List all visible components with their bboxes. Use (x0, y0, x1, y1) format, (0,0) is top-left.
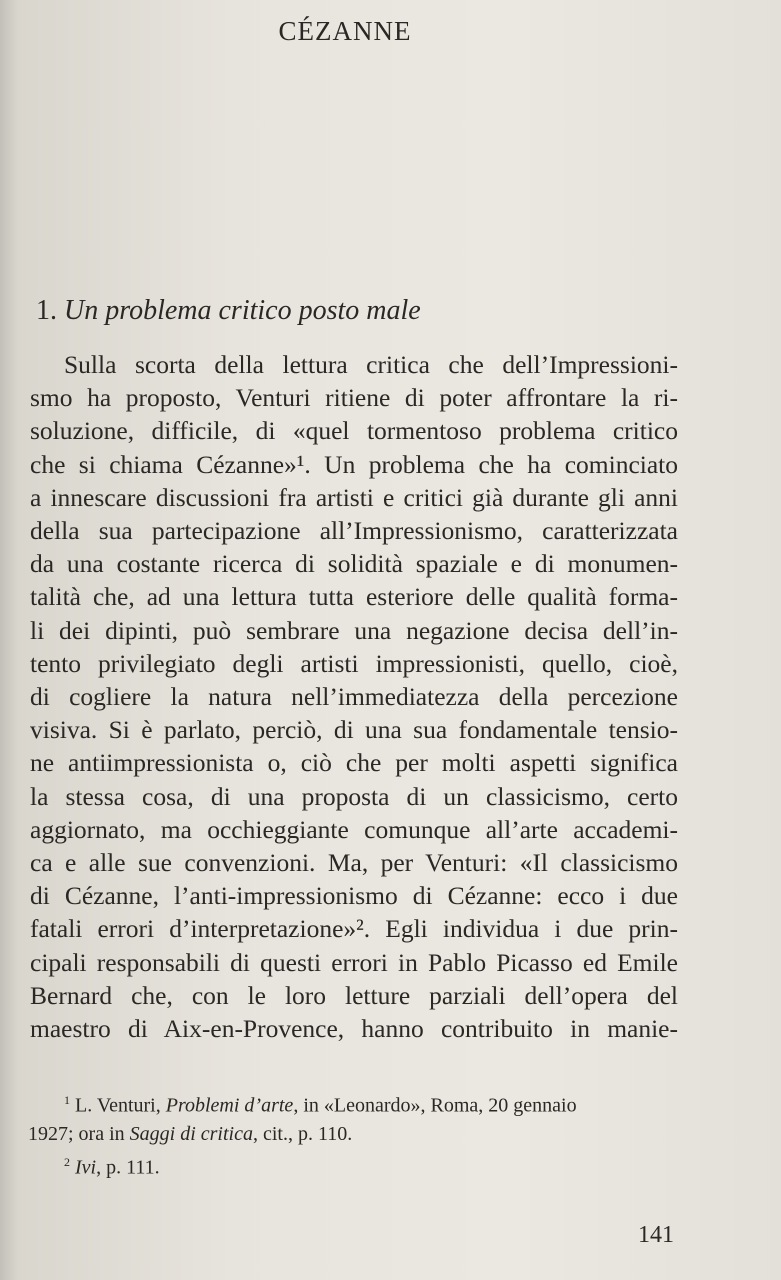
page-number: 141 (638, 1222, 674, 1248)
footnotes (28, 1086, 688, 1181)
footnote-1-line-2 (28, 1120, 688, 1148)
body-line: da una costante ricerca di solidità spaziale e di monumen- (30, 549, 678, 579)
footnote-marker: 2 (64, 1154, 70, 1169)
body-line: maestro di Aix-en-Provence, hanno contribuito in manie- (30, 1014, 678, 1044)
body-line: tento privilegiato degli artisti impressionisti, quello, cioè, (30, 648, 678, 678)
section-title-text: Un problema critico posto male (64, 295, 421, 326)
body-line: ne antiimpressionista o, ciò che per molti aspetti significa (30, 748, 678, 778)
body-line: cipali responsabili di questi errori in Pablo Picasso ed Emile (30, 947, 678, 977)
body-line: smo ha proposto, Venturi ritiene di poter affrontare la ri- (30, 383, 678, 413)
footnote-text: , p. 111. (96, 1156, 160, 1179)
section-number: 1. (36, 295, 57, 326)
body-line: ca e alle sue convenzioni. Ma, per Venturi: «Il classicismo (30, 848, 678, 878)
footnote-marker: 1 (64, 1093, 70, 1107)
body-text (30, 348, 678, 1045)
footnote-2 (28, 1148, 688, 1182)
body-line: a innescare discussioni fra artisti e critici già durante gli anni (30, 482, 678, 512)
footnote-text: L. Venturi, (70, 1094, 166, 1117)
body-line: fatali errori d’interpretazione»². Egli individua i due prin- (30, 914, 678, 944)
footnote-italic: Ivi (75, 1156, 97, 1179)
footnote-text: , cit., p. 110. (252, 1122, 353, 1145)
body-line: di cogliere la natura nell’immediatezza della percezione (30, 682, 678, 712)
body-line: che si chiama Cézanne»¹. Un problema che ha cominciato (30, 449, 678, 479)
body-line: li dei dipinti, può sembrare una negazione decisa dell’in- (30, 615, 678, 645)
footnote-italic: Saggi di critica (129, 1122, 253, 1145)
body-line: della sua partecipazione all’Impressionismo, caratterizzata (30, 516, 678, 546)
body-line: Bernard che, con le loro letture parziali dell’opera del (30, 980, 678, 1010)
body-line: la stessa cosa, di una proposta di un classicismo, certo (30, 781, 678, 811)
body-line: visiva. Si è parlato, perciò, di una sua fondamentale tensio- (30, 715, 678, 745)
running-head: CÉZANNE (278, 16, 412, 46)
body-line: di Cézanne, l’anti-impressionismo di Cézanne: ecco i due (30, 881, 678, 911)
footnote-italic: Problemi d’arte (165, 1094, 294, 1117)
footnote-1-line-1 (28, 1086, 688, 1120)
body-line: soluzione, difficile, di «quel tormentoso problema critico (30, 416, 678, 446)
page-gutter-shadow (0, 0, 18, 1280)
footnote-text: , in «Leonardo», Roma, 20 gennaio (293, 1094, 577, 1117)
body-line: talità che, ad una lettura tutta esteriore delle qualità forma- (30, 582, 678, 612)
body-line: aggiornato, ma occhieggiante comunque all’arte accademi- (30, 814, 678, 844)
body-line: Sulla scorta della lettura critica che dell’Impressioni- (64, 350, 678, 379)
footnote-text: 1927; ora in (28, 1122, 130, 1145)
section-title (36, 295, 421, 327)
